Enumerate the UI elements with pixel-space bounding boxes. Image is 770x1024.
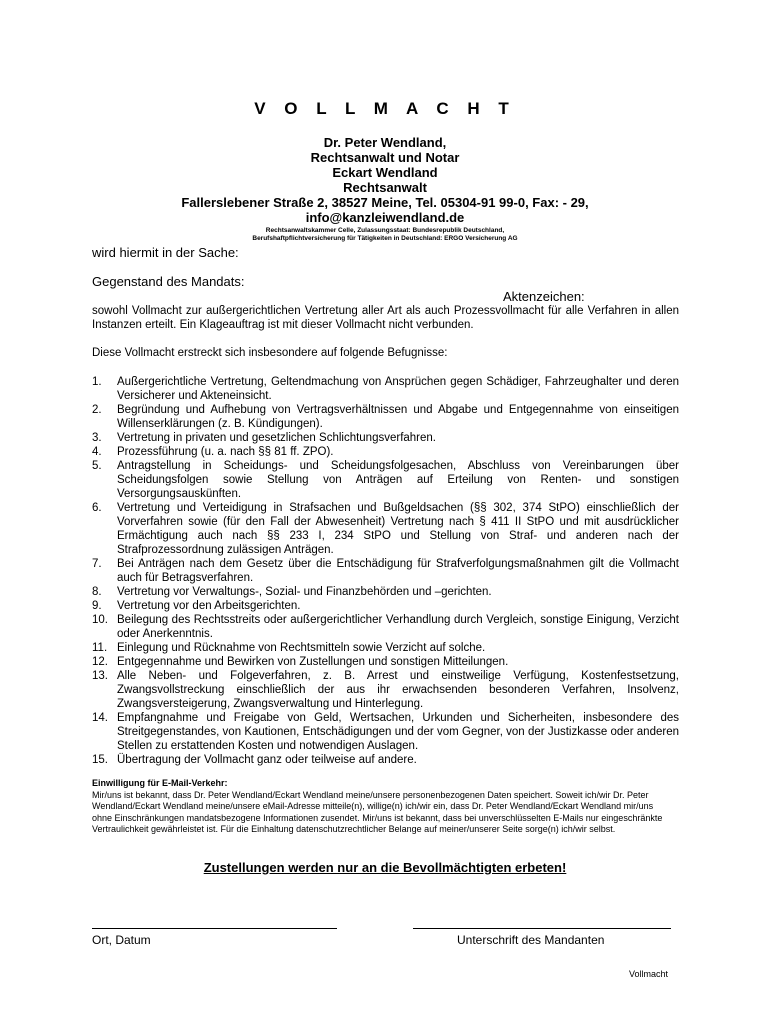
item-number: 12. [92, 656, 108, 668]
document-title: V O L L M A C H T [254, 99, 516, 118]
item-number: 3. [92, 432, 102, 444]
befugnisse-intro: Diese Vollmacht erstreckt sich insbesondere auf folgende Befugnisse: [92, 347, 448, 359]
lawyer-title-1: Rechtsanwalt und Notar [310, 150, 460, 165]
item-text: Entgegennahme und Bewirken von Zustellungen und sonstigen Mitteilungen. [117, 656, 509, 668]
list-item [92, 445, 679, 459]
item-number: 2. [92, 404, 102, 416]
list-item [92, 459, 679, 501]
list-item [92, 431, 679, 445]
item-number: 14. [92, 712, 108, 724]
list-item [92, 641, 679, 655]
lawyer-title-2: Rechtsanwalt [343, 180, 427, 195]
gegenstand-label: Gegenstand des Mandats: [92, 274, 245, 289]
place-date-line [92, 928, 337, 929]
item-number: 11. [92, 642, 108, 654]
list-item [92, 711, 679, 753]
list-item [92, 501, 679, 557]
item-number: 10. [92, 614, 108, 626]
item-number: 6. [92, 502, 102, 514]
item-number: 1. [92, 376, 102, 388]
place-date-label: Ort, Datum [92, 933, 151, 947]
intro-paragraph: sowohl Vollmacht zur außergerichtlichen Vertretung aller Art als auch Prozessvollmacht für alle Verfahren in allen Instanzen erteilt. Ein Klageauftrag ist mit dieser Vollmacht nicht verbunden. [92, 305, 679, 331]
chamber-info: Rechtsanwaltskammer Celle, Zulassungsstaat: Bundesrepublik Deutschland, [265, 227, 505, 234]
office-address: Fallerslebener Straße 2, 38527 Meine, Tel. 05304-91 99-0, Fax: - 29, [181, 195, 589, 210]
item-text: Vertretung in privaten und gesetzlichen Schlichtungsverfahren. [117, 432, 437, 444]
email-consent-heading: Einwilligung für E-Mail-Verkehr: [92, 778, 228, 788]
item-number: 7. [92, 558, 102, 570]
list-item [92, 557, 679, 585]
footer-label: Vollmacht [629, 969, 669, 979]
item-text: Vertretung vor Verwaltungs-, Sozial- und Finanzbehörden und –gerichten. [117, 586, 492, 598]
list-item [92, 669, 679, 711]
list-item [92, 599, 679, 613]
email-consent-text: Mir/uns ist bekannt, dass Dr. Peter Wendland/Eckart Wendland meine/unsere personenbezogenen Daten speichert. Soweit ich/wir Dr. Peter Wendland/Eckart Wendland meine/unsere eMail-Adresse mitteile(n), willige(n) ich/wir ein, dass Dr. Peter Wendland/Eckart Wendland mir/uns ohne Einschränkungen mandatsbezogene Informationen zusendet. Mir/uns ist bekannt, dass bei unverschlüsselten E-Mails nur eingeschränkte Vertraulichkeit gewährleistet ist. Für die Einhaltung datenschutzrechtlicher Belange auf meiner/unserer Seite sorge(n) ich/wir selbst. [92, 789, 663, 834]
item-text: Übertragung der Vollmacht ganz oder teilweise auf andere. [117, 754, 417, 766]
list-item [92, 753, 679, 767]
office-email: info@kanzleiwendland.de [305, 210, 465, 225]
list-item [92, 403, 679, 431]
item-number: 9. [92, 600, 102, 612]
lawyer-name-2: Eckart Wendland [332, 165, 438, 180]
email-consent [92, 778, 672, 836]
item-text: Alle Neben- und Folgeverfahren, z. B. Arrest und einstweilige Verfügung, Kostenfestsetzung, Zwangsvollstreckung einschließlich der aus ihr erwachsenden besonderen Verfahren, Insolvenz, Zwangsversteigerung, Zwangsverwaltung und Hinterlegung. [117, 670, 679, 710]
item-text: Beilegung des Rechtsstreits oder außergerichtlicher Verhandlung durch Vergleich, sonstige Einigung, Verzicht oder Anerkenntnis. [117, 614, 679, 640]
list-item [92, 585, 679, 599]
item-text: Einlegung und Rücknahme von Rechtsmitteln sowie Verzicht auf solche. [117, 642, 486, 654]
signature-line [413, 928, 671, 929]
item-text: Empfangnahme und Freigabe von Geld, Wertsachen, Urkunden und Sicherheiten, insbesondere des Streitgegenstandes, von Kautionen, Entschädigungen und der vom Gegner, von der Justizkasse oder anderen Stellen zu erstattenden Kosten und notwendigen Auslagen. [117, 712, 679, 752]
list-item [92, 375, 679, 403]
zustellungen-notice: Zustellungen werden nur an die Bevollmächtigten erbeten! [203, 860, 567, 875]
insurance-info: Berufshaftpflichtversicherung für Tätigkeiten in Deutschland: ERGO Versicherung AG [252, 235, 518, 242]
sache-label: wird hiermit in der Sache: [92, 245, 239, 260]
aktenzeichen-label: Aktenzeichen: [503, 289, 585, 304]
signature-label: Unterschrift des Mandanten [457, 933, 605, 947]
item-text: Außergerichtliche Vertretung, Geltendmachung von Ansprüchen gegen Schädiger, Fahrzeughalter und deren Versicherer und Akteneinsicht. [117, 376, 679, 402]
item-number: 8. [92, 586, 102, 598]
item-number: 4. [92, 446, 102, 458]
item-text: Begründung und Aufhebung von Vertragsverhältnissen und Abgabe und Entgegennahme von einseitigen Willenserklärungen (z. B. Kündigungen). [117, 404, 679, 430]
item-number: 5. [92, 460, 102, 472]
item-text: Vertretung und Verteidigung in Strafsachen und Bußgeldsachen (§§ 302, 374 StPO) einschließlich der Vorverfahren sowie (für den Fall der Abwesenheit) Vertretung nach § 411 II StPO und mit ausdrücklicher Ermächtigung auch nach §§ 233 I, 234 StPO und Stellung von Straf- und anderen nach der Strafprozessordnung zulässigen Anträgen. [117, 502, 679, 556]
item-number: 13. [92, 670, 108, 682]
item-number: 15. [92, 754, 108, 766]
list-item [92, 613, 679, 641]
item-text: Vertretung vor den Arbeitsgerichten. [117, 600, 301, 612]
lawyer-name-1: Dr. Peter Wendland, [323, 135, 447, 150]
list-item [92, 655, 679, 669]
befugnisse-list [92, 375, 679, 767]
item-text: Prozessführung (u. a. nach §§ 81 ff. ZPO). [117, 446, 334, 458]
item-text: Antragstellung in Scheidungs- und Scheidungsfolgesachen, Abschluss von Vereinbarungen über Scheidungsfolgen sowie Stellung von Anträgen auf Erteilung von Renten- und sonstigen Versorgungsauskünften. [117, 460, 679, 500]
item-text: Bei Anträgen nach dem Gesetz über die Entschädigung für Strafverfolgungsmaßnahmen gilt die Vollmacht auch für Betragsverfahren. [117, 558, 679, 584]
